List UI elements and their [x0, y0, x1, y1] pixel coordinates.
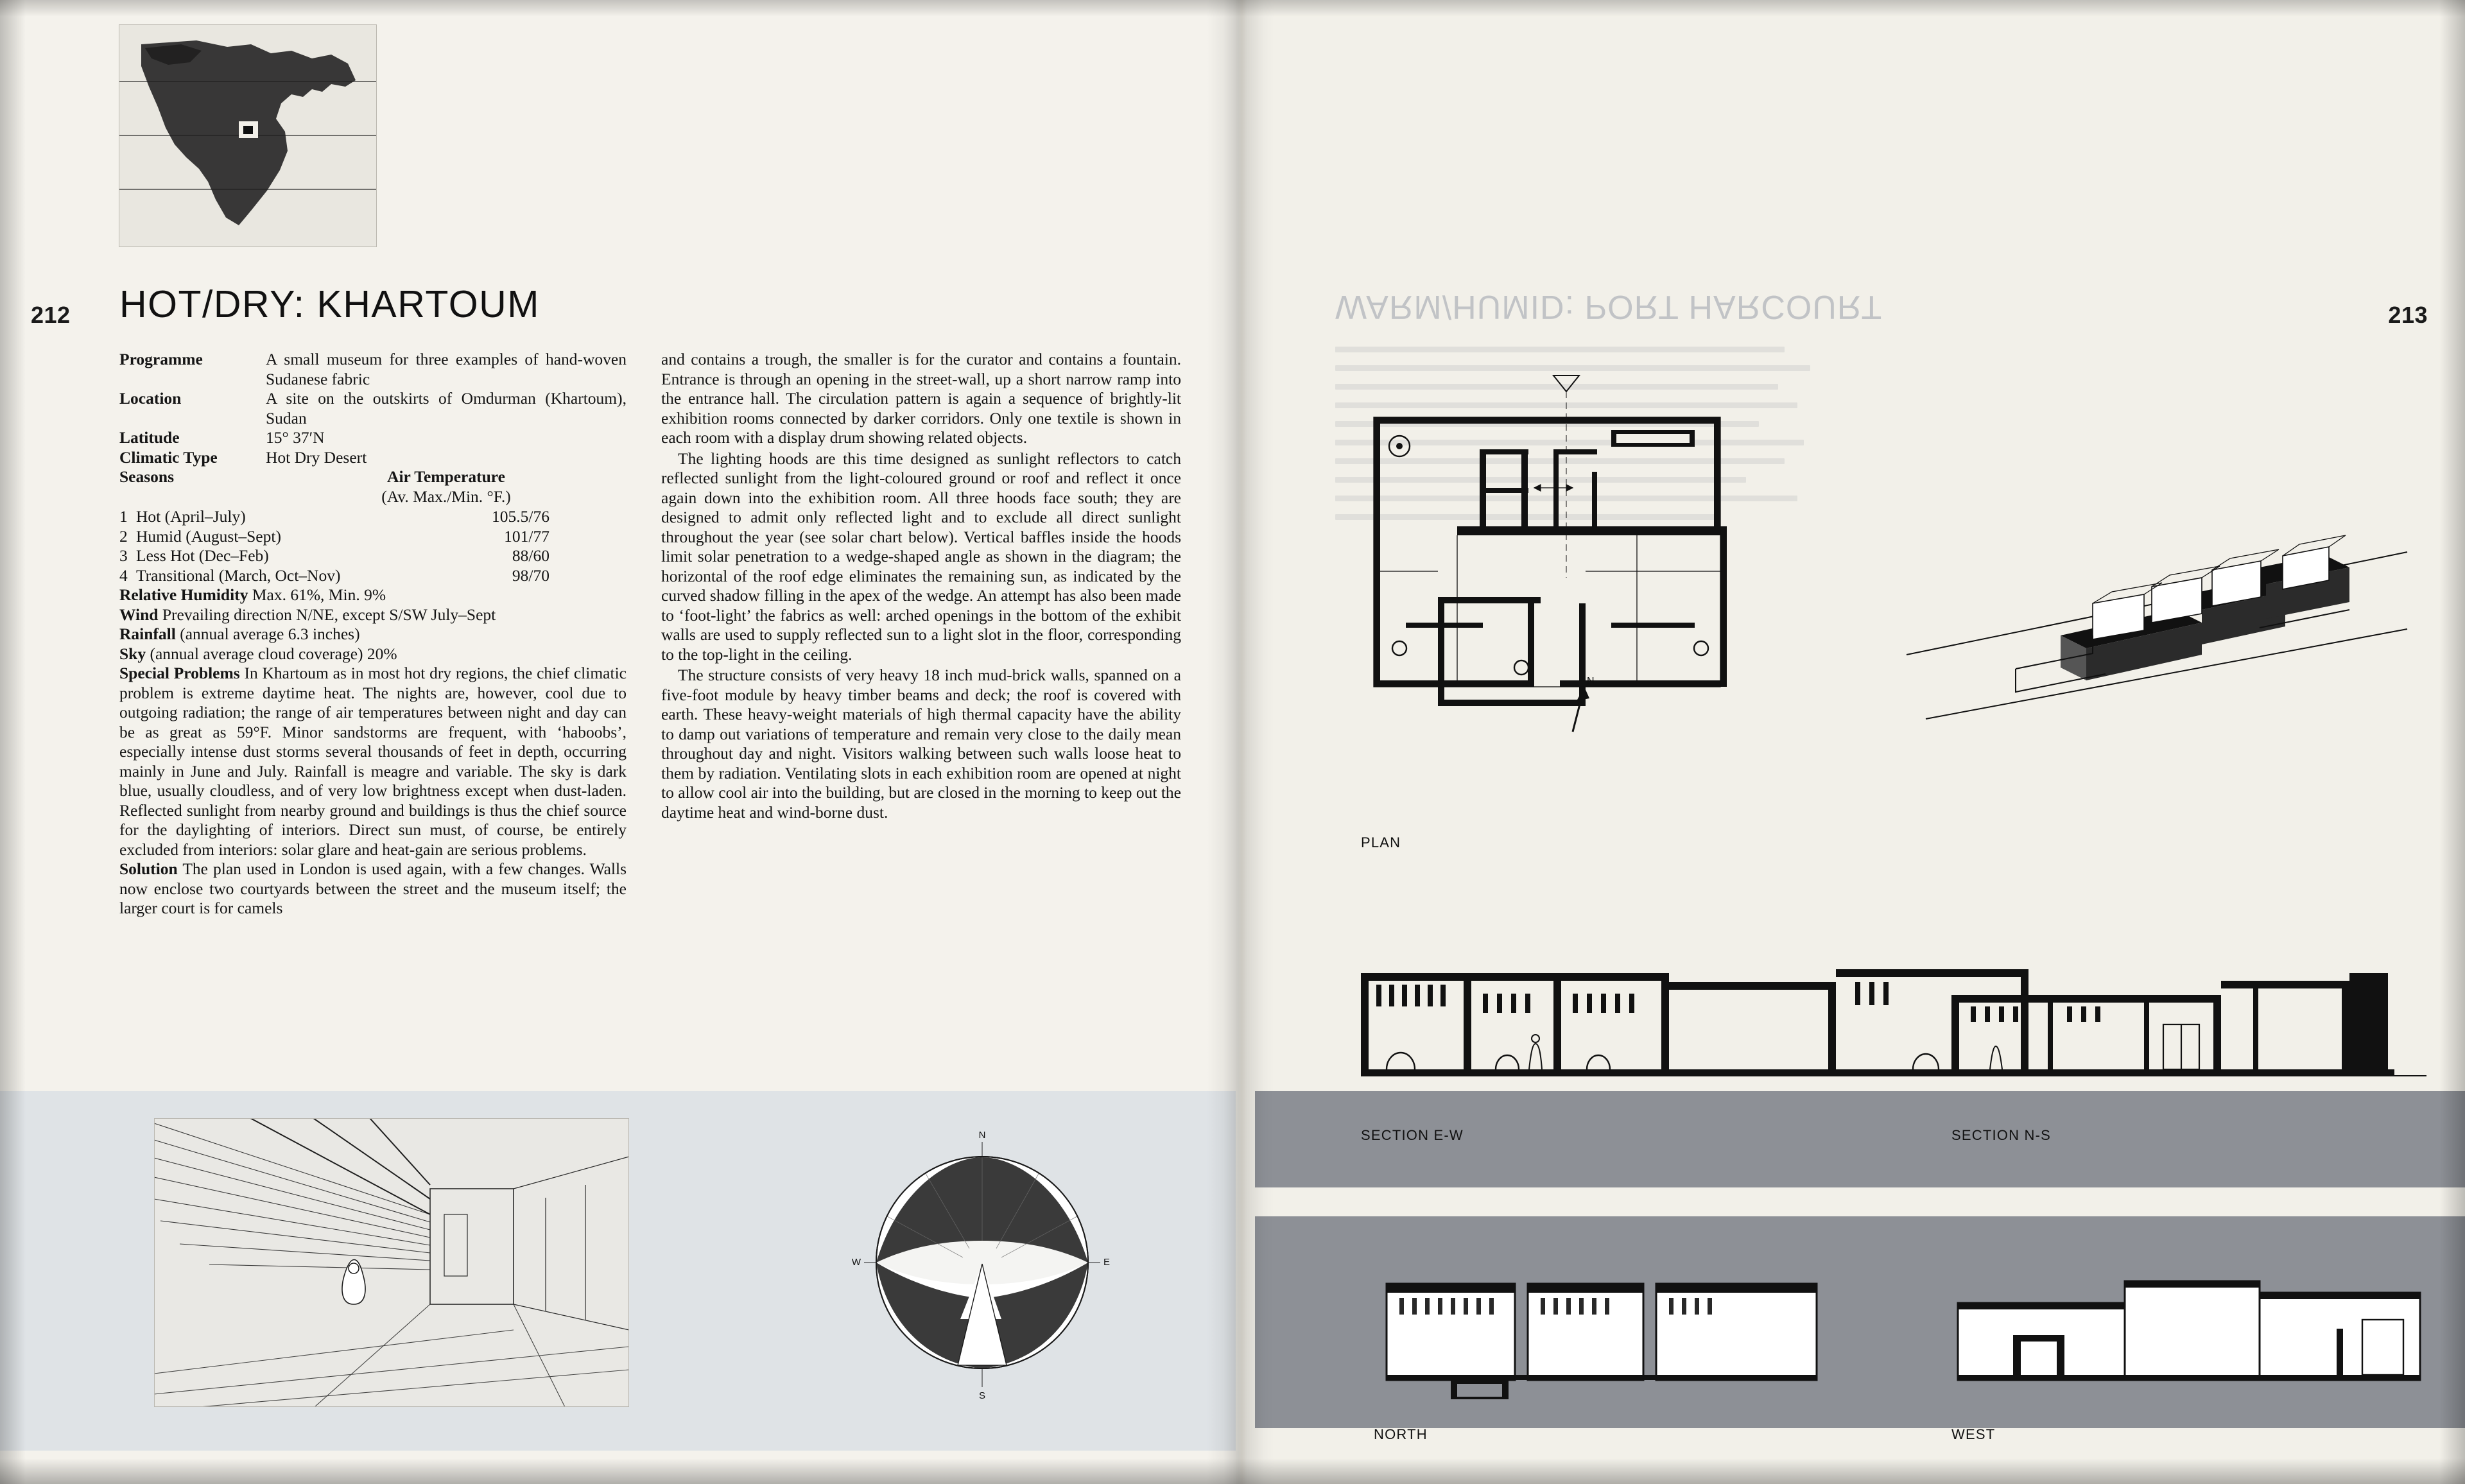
season-name: Less Hot (Dec–Feb) — [136, 546, 269, 565]
air-temperature-subheading: (Av. Max./Min. °F.) — [381, 487, 511, 506]
page-number-right: 213 — [2388, 302, 2428, 328]
table-row — [119, 527, 627, 547]
text-column-right — [661, 350, 1181, 822]
season-name: Humid (August–Sept) — [136, 526, 281, 546]
table-row — [119, 448, 627, 468]
air-temperature-heading: Air Temperature — [387, 467, 505, 486]
extra-value: (annual average 6.3 inches) — [180, 625, 360, 643]
extra-key: Sky — [119, 644, 146, 663]
locator-map — [119, 24, 377, 247]
season-value: 98/70 — [512, 565, 549, 585]
caption-section-ns: SECTION N-S — [1951, 1127, 2051, 1143]
compass-label-e: E — [1103, 1257, 1111, 1268]
season-value: 101/77 — [504, 526, 549, 546]
extra-key: Wind — [119, 605, 159, 624]
climate-extra-line — [119, 625, 627, 644]
season-name: Hot (April–July) — [136, 507, 246, 526]
text-column-left — [119, 350, 627, 919]
extra-value: Prevailing direction N/NE, except S/SW July–Sept — [162, 605, 496, 624]
seasons-label: Seasons — [119, 467, 175, 486]
special-problems-text: In Khartoum as in most hot dry regions, the chief climatic problem is extreme daytime heat. The nights are, however, cool due to outgoing radiation; the range of air temperatures between night and day can be as great as 59°F. Minor sandstorms are frequent, with ‘haboobs’, especially intense dust storms several thousands of feet in depth, occurring mainly in June and July. Rainfall is meagre and variable. The sky is dark blue, usually cloudless, and of very low brightness except when dust-laden. Reflected sunlight from nearby ground and buildings is thus the chief source for the daylighting of interiors. Direct sun must, of course, be entirely excluded from interiors: solar glare and heat-gain are serious problems. — [119, 664, 627, 859]
spec-value: 15° 37′N — [266, 428, 325, 447]
axonometric-drawing — [1900, 443, 2414, 777]
caption-section-ew: SECTION E-W — [1361, 1127, 1464, 1143]
special-problems-label: Special Problems — [119, 664, 240, 682]
page-title: HOT/DRY: KHARTOUM — [119, 283, 540, 325]
season-index: 3 — [119, 546, 128, 565]
caption-plan: PLAN — [1361, 834, 1401, 850]
book-gutter — [1207, 0, 1274, 1484]
solution-paragraph — [119, 859, 627, 919]
spec-table — [119, 350, 627, 506]
west-elevation-drawing — [1951, 1258, 2426, 1406]
spec-key: Programme — [119, 350, 203, 368]
spec-value: A site on the outskirts of Omdurman (Khartoum), Sudan — [266, 389, 627, 427]
extra-value: Max. 61%, Min. 9% — [252, 585, 386, 604]
extra-value: (annual average cloud coverage) 20% — [150, 644, 397, 663]
page-edge-shadow-left — [0, 0, 26, 1484]
solar-chart — [847, 1126, 1117, 1402]
section-ns-drawing — [1951, 969, 2426, 1091]
climate-extra-line — [119, 585, 627, 605]
extra-key: Relative Humidity — [119, 585, 248, 604]
climate-extra-line — [119, 644, 627, 664]
page-edge-shadow-bottom — [0, 1458, 2465, 1484]
climate-extra-line — [119, 605, 627, 625]
paragraph: and contains a trough, the smaller is for the curator and contains a fountain. Entrance is through an opening in the street-wall, up a short narrow ramp into the entrance hall. The circulation pattern is again a sequence of brightly-lit exhibition rooms connected by darker corridors. Only one textile is shown in each room with a display drum showing related objects. — [661, 350, 1181, 447]
caption-west: WEST — [1951, 1426, 1996, 1442]
season-index: 2 — [119, 526, 128, 546]
compass-label-s: S — [978, 1390, 986, 1401]
special-problems-paragraph — [119, 664, 627, 859]
season-index: 1 — [119, 507, 128, 526]
show-through-title: WARM/HUMID: PORT HARCOURT — [1335, 288, 1883, 325]
page-edge-shadow-right — [2439, 0, 2465, 1484]
page-number-left: 212 — [31, 302, 71, 328]
north-elevation-drawing — [1374, 1258, 1849, 1406]
paragraph: The lighting hoods are this time designed as sunlight reflectors to catch reflected sunlight from the light-coloured ground or roof and reflect it once again down into the exhibition room. All three hoods face south; they are designed to admit only reflected light and to exclude all direct sunlight throughout the year (see solar chart below). Vertical baffles inside the hoods limit solar penetration to a wedge-shaped angle as shown in the diagram; the horizontal of the roof edge eliminates the remaining sun, as indicated by the curved shadow filling in the apex of the wedge. An attempt has also been made to ‘foot-light’ the fabrics as well: arched openings in the bottom of the exhibit walls are used to supply reflected sun to a light slot in the floor, corresponding to the top-light in the ceiling. — [661, 449, 1181, 664]
season-value: 105.5/76 — [492, 507, 549, 526]
season-value: 88/60 — [512, 546, 549, 565]
solution-label: Solution — [119, 859, 178, 878]
table-row — [119, 546, 627, 566]
spec-key: Location — [119, 389, 182, 408]
north-arrow-label: N — [1587, 676, 1595, 687]
spec-key: Latitude — [119, 428, 180, 447]
spec-value: Hot Dry Desert — [266, 447, 367, 467]
table-row — [119, 350, 627, 389]
table-row — [119, 467, 627, 487]
table-row — [119, 566, 627, 586]
compass-label-n: N — [978, 1130, 986, 1141]
spec-key: Climatic Type — [119, 447, 218, 467]
table-row — [119, 428, 627, 448]
paragraph: The structure consists of very heavy 18 inch mud-brick walls, spanned on a five-foot module by heavy timber beams and deck; the roof is covered with earth. These heavy-weight materials of high thermal capacity have the ability to damp out variations of temperature and remain very close to the daily mean throughout day and night. Visitors walking between such walls loose heat to them by radiation. Ventilating slots in each exhibition room are opened at night to allow cool air into the building, but are closed in the morning to keep out the daytime heat and wind-borne dust. — [661, 666, 1181, 822]
table-row — [119, 487, 627, 507]
extra-key: Rainfall — [119, 625, 176, 643]
interior-perspective-drawing — [154, 1118, 629, 1407]
caption-north: NORTH — [1374, 1426, 1428, 1442]
solution-text: The plan used in London is used again, with a few changes. Walls now enclose two courtyards between the street and the museum itself; the larger court is for camels — [119, 859, 627, 917]
table-row — [119, 507, 627, 527]
season-name: Transitional (March, Oct–Nov) — [136, 565, 341, 585]
page-edge-shadow-top — [0, 0, 2465, 17]
season-index: 4 — [119, 565, 128, 585]
floor-plan-drawing — [1361, 411, 1797, 796]
table-row — [119, 389, 627, 428]
spec-value: A small museum for three examples of hand-woven Sudanese fabric — [266, 350, 627, 388]
seasons-table — [119, 507, 627, 585]
compass-label-w: W — [851, 1257, 861, 1268]
